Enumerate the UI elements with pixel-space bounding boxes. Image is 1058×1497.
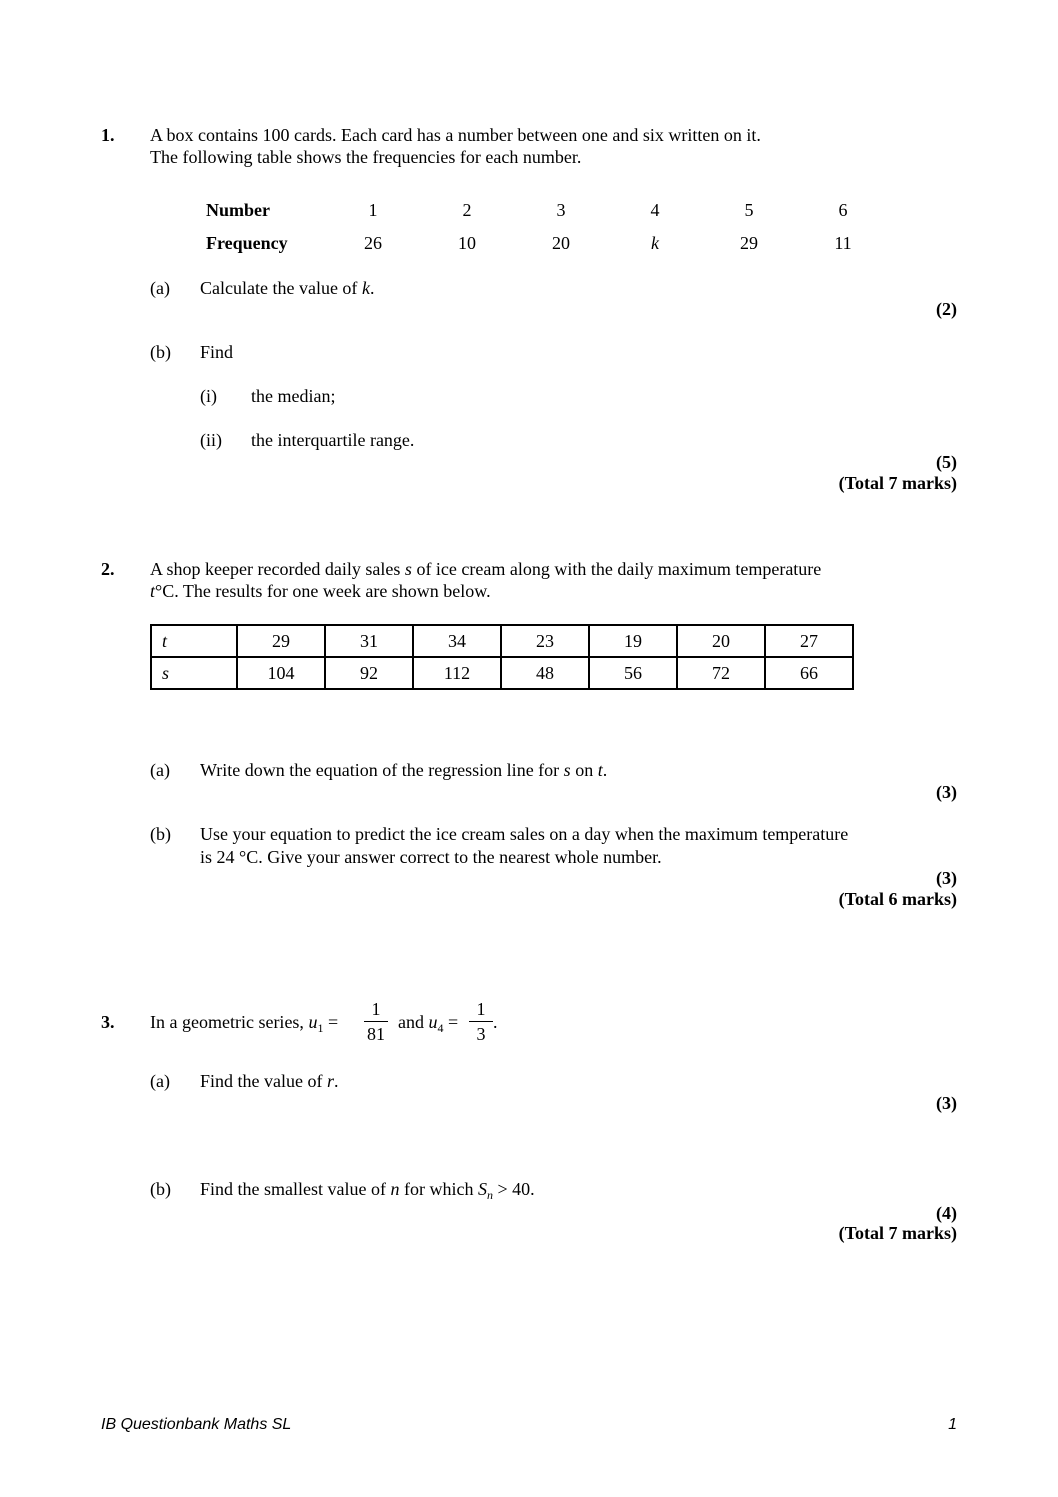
q2b-marks: (3) [936, 868, 957, 888]
s-cell: 66 [765, 657, 853, 689]
q3a-marks: (3) [936, 1093, 957, 1113]
q1a-marks: (2) [936, 299, 957, 319]
q2a-label: (a) [150, 760, 170, 780]
q3-intro: In a geometric series, $u_1$ = [150, 1012, 339, 1035]
fraction-numerator: 1 [371, 999, 381, 1019]
q1b-label: (b) [150, 342, 171, 362]
q2-total: (Total 6 marks) [838, 889, 957, 909]
number-cell: 3 [556, 200, 566, 220]
row-label-number: Number [206, 200, 270, 220]
s-cell: 56 [589, 657, 677, 689]
row-label-t: t [151, 625, 237, 657]
q3b-text: Find the smallest value of n for which $S_n > 40$. [200, 1179, 535, 1202]
q3b-label: (b) [150, 1179, 171, 1199]
q1b-marks: (5) [936, 452, 957, 472]
q3-number: 3. [101, 1012, 115, 1032]
number-cell: 1 [368, 200, 378, 220]
frequency-cell: 10 [458, 233, 476, 253]
q3-fraction-u1 [364, 998, 388, 1045]
s-cell: 112 [413, 657, 501, 689]
q3a-label: (a) [150, 1071, 170, 1091]
q2b-label: (b) [150, 824, 171, 844]
number-cell: 2 [462, 200, 472, 220]
frequency-cell: 11 [834, 233, 852, 253]
frequency-cell-k: k [651, 233, 659, 253]
frequency-cell: 26 [364, 233, 382, 253]
t-cell: 31 [325, 625, 413, 657]
row-label-frequency: Frequency [206, 233, 288, 253]
fraction-numerator: 1 [476, 999, 486, 1019]
q2b-line1: Use your equation to predict the ice cream sales on a day when the maximum temperature [200, 824, 849, 844]
q2-intro-line2: t°C. The results for one week are shown below. [150, 581, 491, 601]
s-cell: 48 [501, 657, 589, 689]
t-cell: 27 [765, 625, 853, 657]
q1b-text: Find [200, 342, 234, 362]
t-cell: 29 [237, 625, 325, 657]
fraction-denominator: 3 [476, 1024, 486, 1044]
t-cell: 34 [413, 625, 501, 657]
t-cell: 23 [501, 625, 589, 657]
number-cell: 4 [650, 200, 660, 220]
q3-intro-and: and $u_4$ = [398, 1012, 459, 1035]
q2a-text: Write down the equation of the regression line for s on t. [200, 760, 608, 780]
q2b-line2: is 24 °C. Give your answer correct to the nearest whole number. [200, 847, 662, 867]
t-cell: 19 [589, 625, 677, 657]
q2-data-table [150, 624, 854, 690]
q1-number: 1. [101, 125, 115, 145]
row-label-s: s [151, 657, 237, 689]
q1-frequency-table [206, 194, 890, 260]
q1a-text: Calculate the value of k. [200, 278, 375, 298]
s-cell: 72 [677, 657, 765, 689]
q1-total: (Total 7 marks) [838, 473, 957, 493]
q3-intro-end: . [493, 1012, 498, 1032]
fraction-denominator: 81 [367, 1024, 385, 1044]
footer-page-number: 1 [948, 1416, 957, 1433]
q2a-marks: (3) [936, 782, 957, 802]
q3b-marks: (4) [936, 1203, 957, 1223]
q1bi-text: the median; [251, 386, 336, 406]
q3a-text: Find the value of r. [200, 1071, 339, 1091]
q1bii-text: the interquartile range. [251, 430, 415, 450]
q2-intro-line1: A shop keeper recorded daily sales s of ice cream along with the daily maximum temperature [150, 559, 822, 579]
q1-intro-line1: A box contains 100 cards. Each card has a number between one and six written on it. [150, 125, 761, 145]
t-cell: 20 [677, 625, 765, 657]
fraction-bar [364, 1021, 388, 1022]
number-cell: 5 [744, 200, 754, 220]
q2-number: 2. [101, 559, 115, 579]
q1bi-label: (i) [200, 386, 217, 406]
q1-frequency-row [206, 227, 890, 260]
footer-title: IB Questionbank Maths SL [101, 1416, 292, 1433]
frequency-cell: 20 [552, 233, 570, 253]
q3-total: (Total 7 marks) [838, 1223, 957, 1243]
number-cell: 6 [838, 200, 848, 220]
q3-fraction-u4 [469, 998, 493, 1045]
fraction-bar [469, 1021, 493, 1022]
s-cell: 104 [237, 657, 325, 689]
q1-number-row [206, 194, 890, 227]
q1-intro-line2: The following table shows the frequencies for each number. [150, 147, 582, 167]
q1a-label: (a) [150, 278, 170, 298]
s-cell: 92 [325, 657, 413, 689]
q1bii-label: (ii) [200, 430, 222, 450]
q2-s-row [151, 657, 853, 689]
q2-t-row [151, 625, 853, 657]
frequency-cell: 29 [740, 233, 758, 253]
